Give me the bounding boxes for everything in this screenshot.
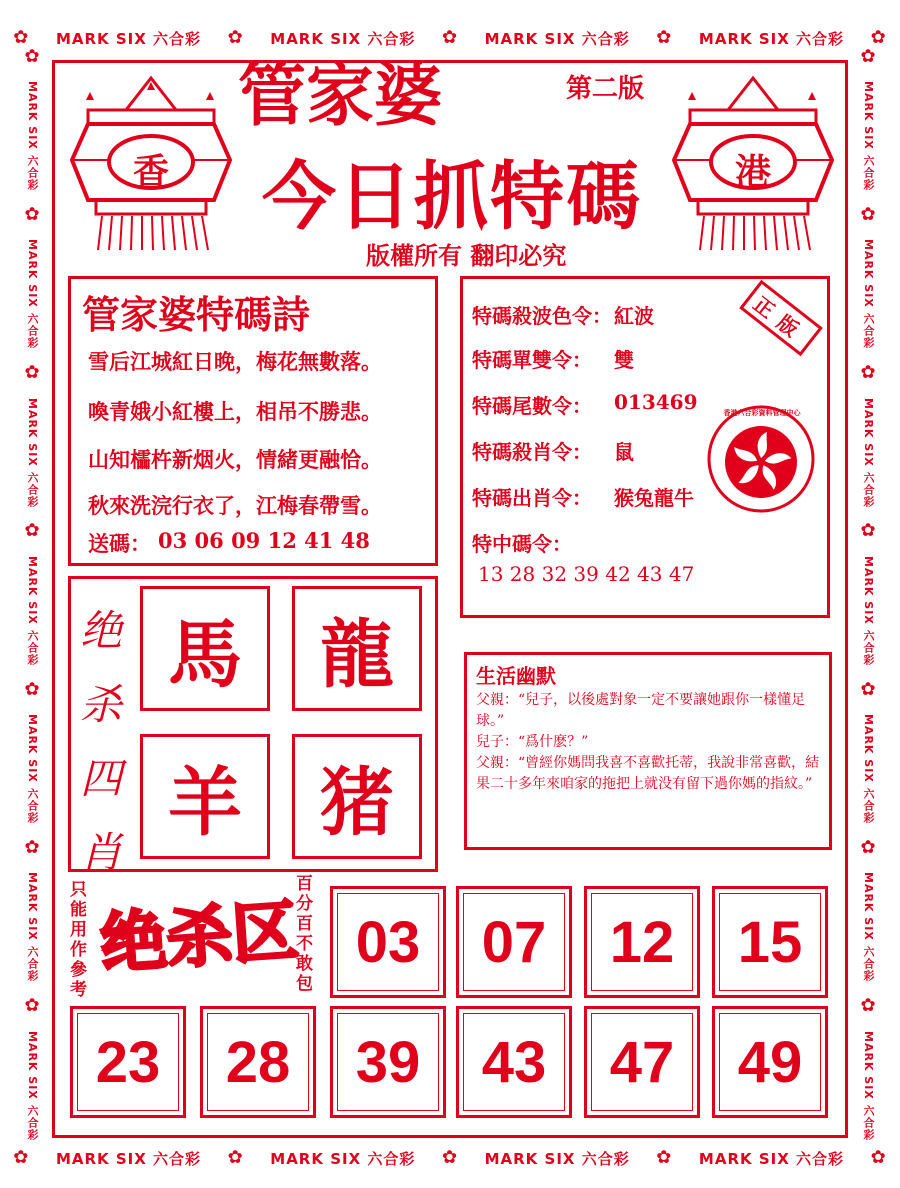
kill-number: 28 [200,1006,316,1118]
border-brand-text: MARK SIX 六合彩 [484,1149,630,1168]
zodiac-cell: 龍 [292,586,422,711]
border-brand-text: MARK SIX 六合彩 [55,1149,202,1168]
zodiac-cell: 馬 [140,586,270,711]
border-brand-text: MARK SIX 六合彩 [862,714,875,824]
flower-icon: ✿ [870,1147,887,1168]
flower-icon: ✿ [13,27,30,48]
border-brand-text: MARK SIX 六合彩 [26,1030,39,1141]
border-brand-text: MARK SIX 六合彩 [698,29,845,48]
zodiac-side-label [78,598,124,880]
right-border-strip [848,40,888,1148]
headline: 今日抓特碼 [262,154,642,240]
tip-label: 特中碼令： [472,532,572,556]
tip-label: 特碼殺肖令： [472,440,592,464]
poem-line: 山知櫺杵新烟火，情緒更融恰。 [88,447,382,472]
tip-value: 鼠 [614,440,634,464]
flower-icon: ✿ [13,1147,30,1168]
kill-number: 23 [70,1006,186,1118]
zodiac-side-char: 绝 [79,606,122,655]
flower-icon: ✿ [227,27,244,48]
copyright-label: 版權所有 翻印必究 [366,241,567,270]
flower-icon: ✿ [441,27,459,48]
lantern-left-char: 香 [132,152,169,193]
top-border-strip [0,18,900,58]
humor-title: 生活幽默 [476,664,556,688]
border-brand-text: MARK SIX 六合彩 [862,239,875,349]
zodiac-cell: 羊 [140,734,270,859]
border-brand-text: MARK SIX 六合彩 [26,555,39,666]
poem-line: 雪后江城紅日晚，梅花無數落。 [88,349,382,374]
zodiac-side-char: 肖 [79,828,122,877]
flower-icon: ✿ [860,678,876,700]
zodiac-side-char: 杀 [79,680,122,729]
flower-icon: ✿ [860,836,876,858]
flower-icon: ✿ [656,27,673,48]
border-brand-text: MARK SIX 六合彩 [26,239,39,349]
flower-icon: ✿ [24,678,40,700]
border-brand-text: MARK SIX 六合彩 [26,80,39,191]
kill-number: 47 [584,1006,700,1118]
genuine-stamp-text: 正版 [749,291,812,348]
flower-icon: ✿ [870,27,887,48]
border-brand-text: MARK SIX 六合彩 [698,1149,845,1168]
border-brand-text: MARK SIX 六合彩 [270,29,416,48]
kill-number: 15 [712,886,828,998]
kill-number: 03 [330,886,446,998]
flower-icon: ✿ [441,1147,459,1168]
kill-number: 49 [712,1006,828,1118]
humor-text: 父親：“兒子，以後處對象一定不要讓她跟你一樣懂足球。” 兒子：“爲什麽？” 父親：“曾經你媽問我喜不喜歡托蒂，我說非常喜歡，結果二十多年來咱家的拖把上就没有留下過你媽的指紋。” [476,692,820,792]
border-brand-text: MARK SIX 六合彩 [26,872,39,982]
poem-line: 喚青娥小紅樓上，相吊不勝悲。 [88,399,382,424]
flower-icon: ✿ [24,836,40,858]
lantern-right-char: 港 [734,152,771,193]
flower-icon: ✿ [860,362,876,384]
kill-zone-right-label: 百分百不敢包 [296,874,313,994]
flower-icon: ✿ [656,1147,673,1168]
tip-label: 特碼出肖令： [472,486,592,510]
border-brand-text: MARK SIX 六合彩 [862,872,875,982]
hit-numbers: 13 28 32 39 42 43 47 [478,562,695,586]
edition-label: 第二版 [566,74,645,104]
tip-value: 猴兔龍牛 [614,486,694,510]
page-title: 管家婆 [238,56,443,136]
bauhinia-seal-icon [706,404,816,514]
tip-label: 特碼殺波色令： [472,304,612,328]
send-code-label: 送碼： [88,531,151,556]
tip-value: 雙 [614,348,634,372]
border-brand-text: MARK SIX 六合彩 [270,1149,416,1168]
border-brand-text: MARK SIX 六合彩 [55,29,202,48]
tip-label: 特碼單雙令： [472,348,592,372]
flower-icon: ✿ [860,995,876,1017]
kill-number: 12 [584,886,700,998]
flower-icon: ✿ [24,362,40,384]
poem-line: 秋來洗浣行衣了，江梅春帶雪。 [88,493,382,518]
kill-zone-title: 绝杀区 [97,892,301,983]
kill-number: 39 [330,1006,446,1118]
kill-number: 07 [456,886,572,998]
seal-text: 香港六合彩資料管理中心 [723,408,801,417]
flower-icon: ✿ [860,203,876,225]
flower-icon: ✿ [24,203,40,225]
border-brand-text: MARK SIX 六合彩 [26,397,39,508]
flower-icon: ✿ [24,520,40,542]
kill-number: 43 [456,1006,572,1118]
poem-title: 管家婆特碼詩 [82,292,311,337]
border-brand-text: MARK SIX 六合彩 [862,555,875,666]
bottom-border-strip [0,1138,900,1178]
left-border-strip [12,40,52,1148]
tip-value: 013469 [614,390,698,414]
border-brand-text: MARK SIX 六合彩 [862,80,875,191]
kill-zone-left-label: 只能用作參考 [70,880,87,1000]
tip-value: 紅波 [614,304,654,328]
tip-label: 特碼尾數令： [472,394,592,418]
border-brand-text: MARK SIX 六合彩 [862,397,875,508]
border-brand-text: MARK SIX 六合彩 [484,29,630,48]
flower-icon: ✿ [227,1147,244,1168]
border-brand-text: MARK SIX 六合彩 [862,1030,875,1141]
flower-icon: ✿ [24,45,40,67]
border-brand-text: MARK SIX 六合彩 [26,714,39,824]
zodiac-cell: 猪 [292,734,422,859]
zodiac-side-char: 四 [79,754,122,803]
flower-icon: ✿ [860,45,876,67]
flower-icon: ✿ [860,520,876,542]
flower-icon: ✿ [24,995,40,1017]
send-code-numbers: 03 06 09 12 41 48 [158,528,370,553]
